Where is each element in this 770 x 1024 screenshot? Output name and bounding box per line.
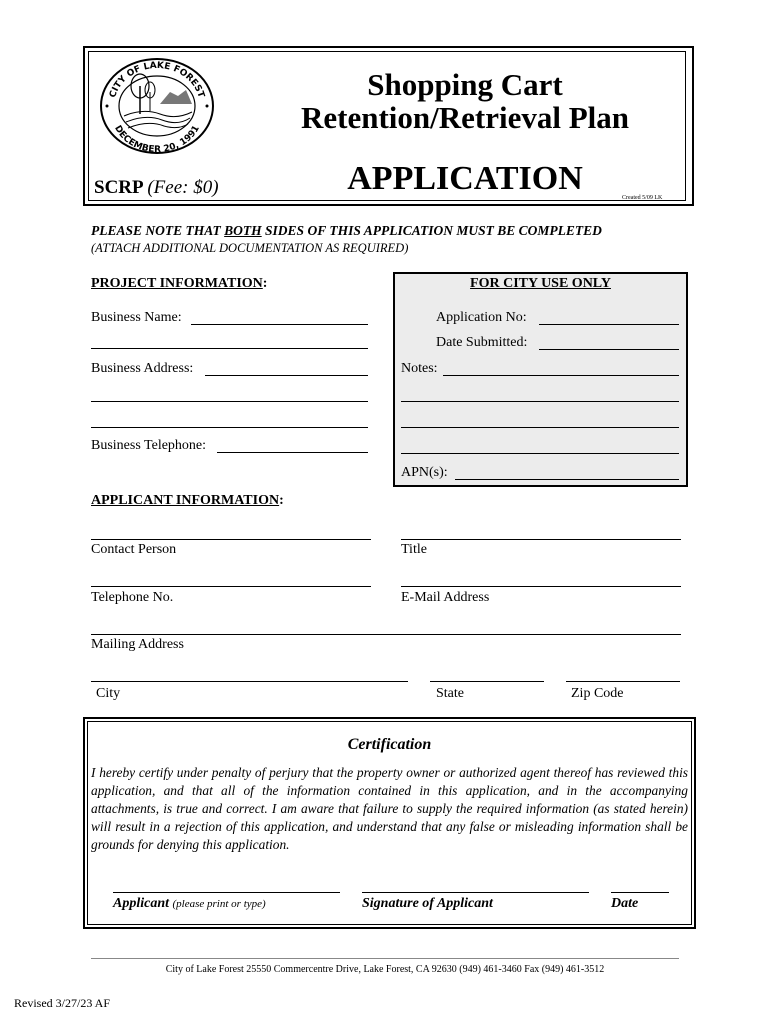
footer-divider	[91, 958, 679, 959]
title-label: Title	[401, 542, 427, 557]
zip-label: Zip Code	[571, 686, 624, 701]
business-name-field-2[interactable]	[91, 348, 368, 349]
title-field[interactable]	[401, 539, 681, 540]
business-name-field[interactable]	[191, 324, 368, 325]
notes-field-4[interactable]	[401, 453, 679, 454]
business-telephone-field[interactable]	[217, 452, 368, 453]
revision-note: Revised 3/27/23 AF	[14, 996, 111, 1010]
signature-label: Signature of Applicant	[362, 896, 493, 911]
telephone-label: Telephone No.	[91, 590, 174, 605]
application-no-label: Application No:	[436, 310, 527, 325]
telephone-field[interactable]	[91, 586, 371, 587]
form-title	[250, 68, 680, 134]
state-label: State	[436, 686, 464, 701]
mailing-address-label: Mailing Address	[91, 637, 184, 652]
business-address-field-2[interactable]	[91, 401, 368, 402]
applicant-heading-text: APPLICANT INFORMATION	[91, 493, 280, 508]
city-seal-logo	[98, 56, 216, 156]
state-field[interactable]	[430, 681, 544, 682]
business-telephone-label: Business Telephone:	[91, 438, 207, 453]
application-heading: APPLICATION	[347, 160, 583, 197]
email-label: E-Mail Address	[401, 590, 490, 605]
city-use-box	[393, 272, 688, 487]
zip-field[interactable]	[566, 681, 680, 682]
certification-title: Certification	[347, 736, 432, 753]
apn-field[interactable]	[455, 479, 679, 480]
note-text-a: PLEASE NOTE THAT	[91, 223, 225, 238]
application-no-field[interactable]	[539, 324, 679, 325]
scrp-label: SCRP	[94, 177, 143, 198]
footer-address: City of Lake Forest 25550 Commercentre Drive, Lake Forest, CA 92630 (949) 461-3460 Fax (949) 461-3512	[165, 964, 605, 975]
project-heading-text: PROJECT INFORMATION	[91, 276, 263, 291]
certification-text: I hereby certify under penalty of perjury that the property owner or authorized agent thereof has reviewed this application, and that all of the information contained in this application, and in the accompanying attachments, is true and correct. I am aware that failure to supply the required information (as stated herein) will result in a rejection of this application, and understand that any false or misleading information shall be grounds for denying this application.	[91, 765, 688, 852]
date-submitted-label: Date Submitted:	[436, 335, 528, 350]
applicant-label-text: Applicant	[113, 896, 170, 911]
project-heading-colon: :	[262, 276, 268, 291]
title-line-1: Shopping Cart	[367, 67, 563, 102]
date-submitted-field[interactable]	[539, 349, 679, 350]
scrp-code	[94, 177, 219, 199]
svg-text:DECEMBER 20, 1991	[112, 124, 202, 155]
apn-label: APN(s):	[401, 465, 448, 480]
business-name-label: Business Name:	[91, 310, 182, 325]
notes-field-2[interactable]	[401, 401, 679, 402]
both-sides-note	[91, 223, 602, 239]
business-address-field-3[interactable]	[91, 427, 368, 428]
contact-person-field[interactable]	[91, 539, 371, 540]
date-field[interactable]	[611, 892, 669, 893]
applicant-info-heading	[91, 493, 284, 509]
created-note: Created 5/09 LK	[622, 195, 663, 201]
applicant-name-label	[113, 896, 266, 912]
signature-field[interactable]	[362, 892, 589, 893]
applicant-hint: (please print or type)	[172, 898, 266, 910]
notes-label: Notes:	[401, 361, 438, 376]
applicant-name-field[interactable]	[113, 892, 340, 893]
city-use-heading: FOR CITY USE ONLY	[470, 276, 611, 291]
attach-note: (ATTACH ADDITIONAL DOCUMENTATION AS REQUIRED)	[91, 241, 409, 255]
business-address-label: Business Address:	[91, 361, 194, 376]
seal-text-bottom: DECEMBER 20, 1991	[112, 124, 202, 156]
mailing-address-field[interactable]	[91, 634, 681, 635]
city-label: City	[96, 686, 121, 701]
project-info-heading	[91, 276, 267, 292]
note-emphasis: BOTH	[224, 223, 262, 238]
title-line-2: Retention/Retrieval Plan	[300, 100, 629, 135]
seal-text-top: CITY OF LAKE FOREST	[108, 60, 206, 100]
city-field[interactable]	[91, 681, 408, 682]
contact-person-label: Contact Person	[91, 542, 177, 557]
note-text-b: SIDES OF THIS APPLICATION MUST BE COMPLETED	[261, 223, 602, 238]
business-address-field[interactable]	[205, 375, 368, 376]
email-field[interactable]	[401, 586, 681, 587]
notes-field-3[interactable]	[401, 427, 679, 428]
applicant-heading-colon: :	[279, 493, 284, 508]
notes-field[interactable]	[443, 375, 679, 376]
fee-label: (Fee: $0)	[147, 177, 219, 198]
date-label: Date	[611, 896, 639, 911]
